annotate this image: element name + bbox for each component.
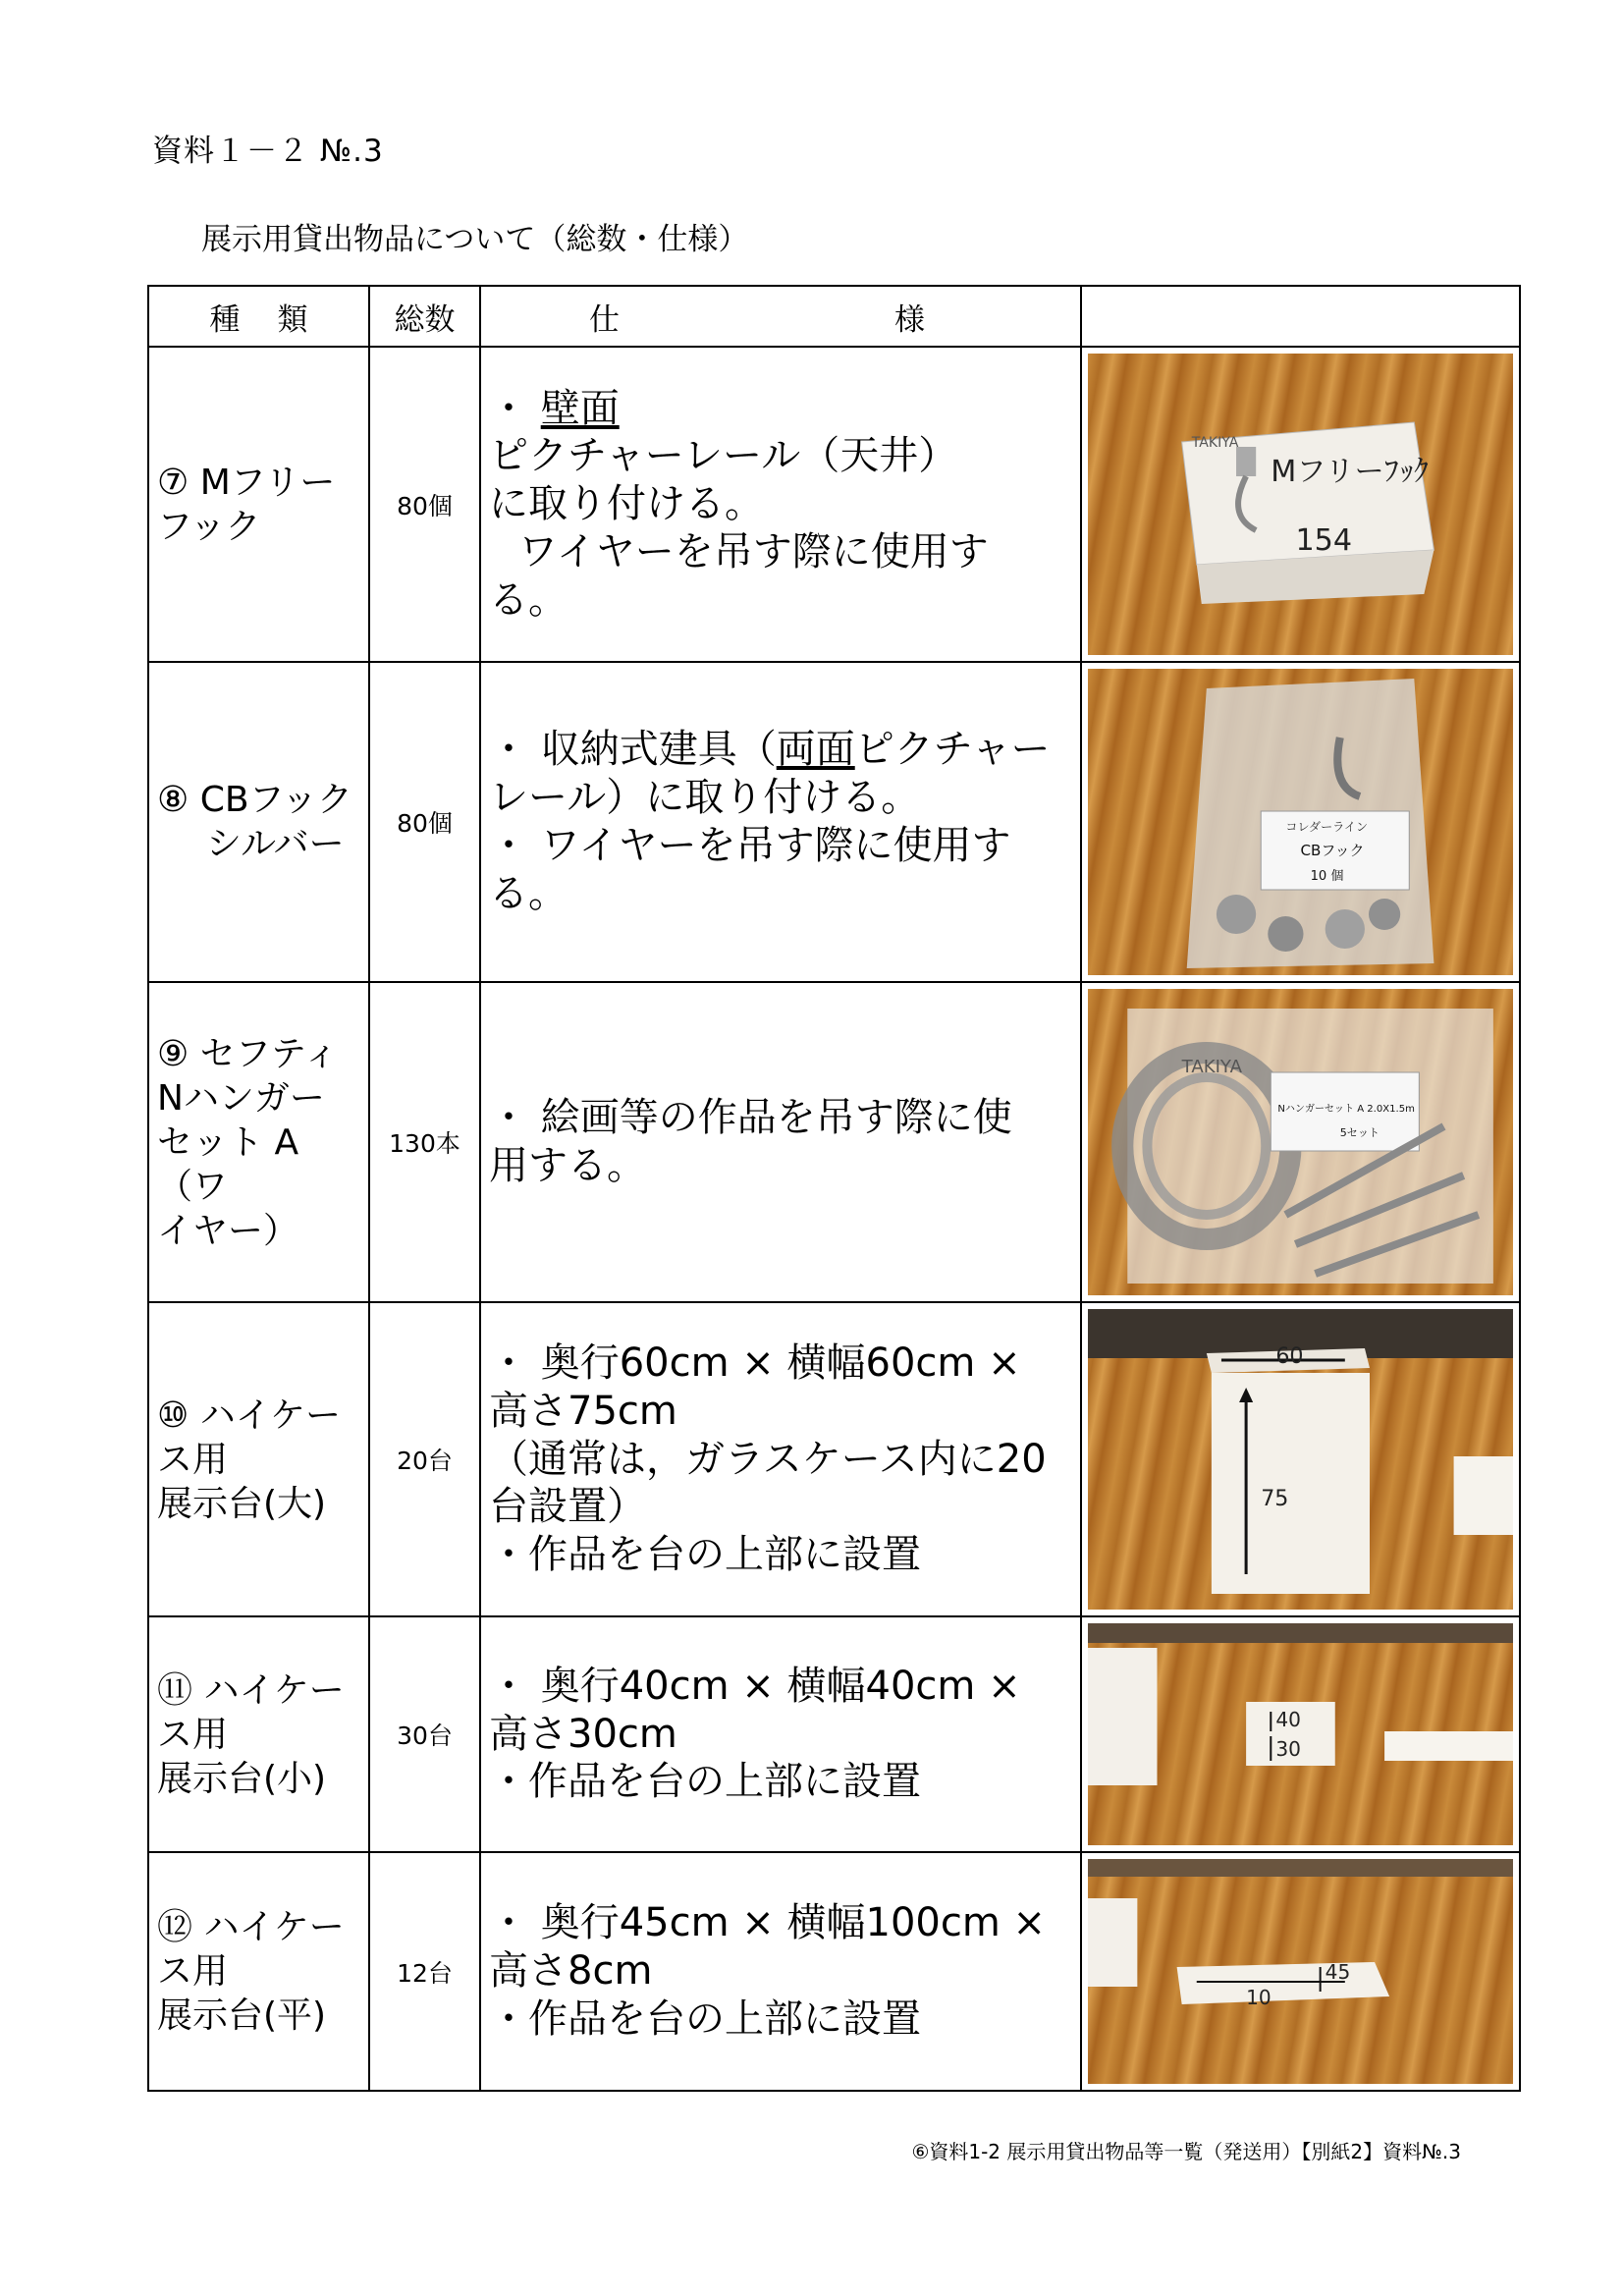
photo-label-handwritten: Mフリーﾌｯｸ: [1271, 455, 1430, 489]
item-spec: ・ 絵画等の作品を吊す際に使 用する。: [480, 982, 1081, 1302]
item-type-line: ⑧ CBフック: [157, 780, 353, 820]
table-row: [148, 1616, 1520, 1852]
table-row: [148, 347, 1520, 662]
table-header-row: [148, 286, 1520, 347]
mfree-hook-photo: [1088, 354, 1513, 655]
table-row: [148, 982, 1520, 1302]
item-type: [148, 1302, 369, 1616]
item-total: 80個: [369, 662, 480, 982]
header-spec: [480, 286, 1081, 347]
item-type-line: 展示台(平): [157, 1995, 327, 2036]
cb-hook-photo: [1088, 669, 1513, 975]
item-total: 20台: [369, 1302, 480, 1616]
item-photo: [1081, 1852, 1520, 2091]
photo-label-sets: 5セット: [1339, 1126, 1380, 1139]
item-type: [148, 1616, 369, 1852]
item-photo: [1081, 662, 1520, 982]
item-type-line: ス用: [157, 1951, 229, 1992]
table-row: [148, 1852, 1520, 2091]
photo-label-height: 75: [1261, 1487, 1289, 1511]
photo-label-brand: TAKIYA: [1191, 435, 1239, 451]
table-row: [148, 662, 1520, 982]
small-stand-photo: [1088, 1623, 1513, 1845]
document-subtitle: 展示用貸出物品について（総数・仕様）: [201, 222, 749, 257]
flat-stand-photo: [1088, 1859, 1513, 2084]
items-table: [147, 285, 1521, 2092]
item-photo: [1081, 982, 1520, 1302]
photo-label-count: 154: [1295, 523, 1353, 558]
photo-label-brand: TAKIYA: [1181, 1057, 1242, 1077]
photo-label-width: 10: [1246, 1986, 1271, 2009]
item-type-line: 展示台(大): [157, 1483, 327, 1524]
item-spec: ・ 収納式建具（両面ピクチャー レール）に取り付ける。 ・ ワイヤーを吊す際に使用す る。: [480, 662, 1081, 982]
header-spec-left: 仕: [589, 301, 620, 338]
n-hanger-photo: [1088, 989, 1513, 1295]
header-photo: [1081, 286, 1520, 347]
photo-label-qty: 10 個: [1310, 869, 1344, 884]
photo-label-product: CBフック: [1300, 842, 1365, 859]
photo-label-product: Nハンガーセット A 2.0X1.5m: [1277, 1104, 1415, 1115]
item-type-line: ス用: [157, 1439, 229, 1480]
photo-label-depth: 60: [1275, 1344, 1304, 1369]
item-photo: [1081, 1302, 1520, 1616]
item-type-line: イヤー）: [157, 1210, 299, 1251]
header-type: 種類: [148, 286, 369, 347]
item-type-line: ⑨ セフティ: [157, 1033, 339, 1074]
item-type: [148, 1852, 369, 2091]
item-total: 30台: [369, 1616, 480, 1852]
item-type-line: セット A（ワ: [157, 1121, 299, 1207]
photo-label-depth: 40: [1275, 1708, 1301, 1731]
photo-label-height: 30: [1275, 1737, 1301, 1761]
item-type-line: 展示台(小): [157, 1758, 327, 1799]
item-type-line: ⑦ Mフリー: [157, 462, 336, 503]
item-spec: ・ 壁面ピクチャーレール（天井） に取り付ける。 ワイヤーを吊す際に使用す る。: [480, 347, 1081, 662]
item-type-line: ⑫ ハイケー: [157, 1907, 345, 1947]
item-type-line: ⑪ ハイケー: [157, 1669, 345, 1711]
item-type-line: Nハンガー: [157, 1077, 325, 1119]
header-spec-right: 様: [894, 301, 925, 338]
photo-label-depth: 45: [1325, 1960, 1351, 1984]
table-row: [148, 1302, 1520, 1616]
item-total: 80個: [369, 347, 480, 662]
item-total: 130本: [369, 982, 480, 1302]
item-photo: [1081, 347, 1520, 662]
photo-label-brand: コレダーライン: [1285, 820, 1369, 834]
item-photo: [1081, 1616, 1520, 1852]
large-stand-photo: [1088, 1309, 1513, 1610]
item-spec: ・ 奥行60cm × 横幅60cm × 高さ75cm （通常は，ガラスケース内に20 台設置） ・作品を台の上部に設置: [480, 1302, 1081, 1616]
item-type-line: ⑩ ハイケー: [157, 1394, 341, 1436]
item-type: [148, 982, 369, 1302]
item-type-line: ス用: [157, 1714, 229, 1755]
header-total: 総数: [369, 286, 480, 347]
page-footer: ⑥資料1-2 展示用貸出物品等一覧（発送用）【別紙2】資料№.3: [911, 2140, 1461, 2163]
item-total: 12台: [369, 1852, 480, 2091]
item-type: [148, 347, 369, 662]
item-spec: ・ 奥行40cm × 横幅40cm × 高さ30cm ・作品を台の上部に設置: [480, 1616, 1081, 1852]
item-type-line: シルバー: [206, 824, 345, 864]
document-number: 資料１－２ №.3: [152, 134, 384, 169]
item-spec: ・ 奥行45cm × 横幅100cm × 高さ8cm ・作品を台の上部に設置: [480, 1852, 1081, 2091]
item-type: [148, 662, 369, 982]
item-type-line: フック: [157, 506, 261, 547]
